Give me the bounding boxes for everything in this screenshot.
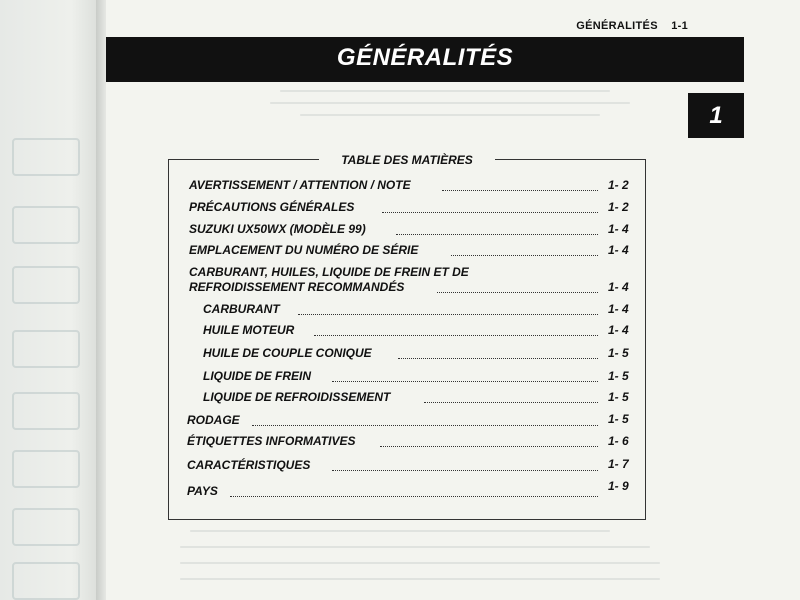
toc-leader bbox=[380, 446, 598, 447]
toc-leader bbox=[424, 402, 598, 403]
left-facing-page bbox=[0, 0, 102, 600]
running-header-section: GÉNÉRALITÉS bbox=[576, 20, 658, 32]
toc-leader bbox=[437, 292, 598, 293]
toc-entry-page[interactable]: 1- 5 bbox=[608, 390, 629, 404]
chapter-tab: 1 bbox=[688, 93, 744, 138]
toc-entry-page[interactable]: 1- 2 bbox=[608, 200, 629, 214]
bleed-through-line bbox=[300, 114, 600, 116]
title-band bbox=[106, 37, 744, 82]
bleed-through-line bbox=[280, 90, 610, 92]
ghost-vehicle-icon bbox=[12, 392, 80, 430]
toc-entry-page[interactable]: 1- 2 bbox=[608, 178, 629, 192]
ghost-badge-icon bbox=[12, 450, 80, 488]
toc-entry-page[interactable]: 1- 5 bbox=[608, 412, 629, 426]
toc-leader bbox=[332, 381, 598, 382]
toc-entry-page[interactable]: 1- 4 bbox=[608, 323, 629, 337]
toc-subentry-label[interactable]: HUILE DE COUPLE CONIQUE bbox=[203, 346, 372, 360]
toc-entry-label[interactable]: CARACTÉRISTIQUES bbox=[187, 458, 311, 472]
toc-entry-page[interactable]: 1- 5 bbox=[608, 346, 629, 360]
toc-heading bbox=[168, 151, 646, 169]
ghost-badge-icon bbox=[12, 508, 80, 546]
toc-leader bbox=[230, 496, 598, 497]
toc-entry-page[interactable]: 1- 7 bbox=[608, 457, 629, 471]
page-title: GÉNÉRALITÉS bbox=[336, 44, 514, 71]
toc-entry-page[interactable]: 1- 4 bbox=[608, 243, 629, 257]
toc-entry-label[interactable]: CARBURANT, HUILES, LIQUIDE DE FREIN ET DE bbox=[189, 265, 469, 279]
toc-entry-page[interactable]: 1- 9 bbox=[608, 479, 629, 493]
toc-leader bbox=[451, 255, 598, 256]
bleed-through-line bbox=[180, 562, 660, 564]
toc-subentry-label[interactable]: CARBURANT bbox=[203, 302, 280, 316]
toc-leader bbox=[332, 470, 598, 471]
toc-entry-label[interactable]: RODAGE bbox=[187, 413, 240, 427]
toc-leader bbox=[252, 425, 598, 426]
toc-entry-label[interactable]: PRÉCAUTIONS GÉNÉRALES bbox=[189, 200, 355, 214]
toc-leader bbox=[442, 190, 598, 191]
toc-heading-label: TABLE DES MATIÈRES bbox=[319, 153, 495, 167]
toc-leader bbox=[396, 234, 598, 235]
toc-leader bbox=[398, 358, 598, 359]
toc-leader bbox=[298, 314, 598, 315]
toc-entry-page[interactable]: 1- 5 bbox=[608, 369, 629, 383]
toc-entry-page[interactable]: 1- 4 bbox=[608, 280, 629, 294]
ghost-badge-icon bbox=[12, 562, 80, 600]
bleed-through-line bbox=[180, 578, 660, 580]
toc-subentry-label[interactable]: LIQUIDE DE FREIN bbox=[203, 369, 312, 383]
toc-leader bbox=[314, 335, 598, 336]
ghost-data-icon bbox=[12, 206, 80, 244]
toc-entry-label[interactable]: PAYS bbox=[187, 484, 218, 498]
bleed-through-line bbox=[180, 546, 650, 548]
toc-subentry-label[interactable]: LIQUIDE DE REFROIDISSEMENT bbox=[203, 390, 391, 404]
toc-entry-label-cont[interactable]: REFROIDISSEMENT RECOMMANDÉS bbox=[189, 280, 405, 294]
toc-entry-label[interactable]: ÉTIQUETTES INFORMATIVES bbox=[187, 434, 356, 448]
toc-leader bbox=[382, 212, 598, 213]
ghost-vehicle-icon bbox=[12, 330, 80, 368]
toc-entry-page[interactable]: 1- 6 bbox=[608, 434, 629, 448]
toc-entry-page[interactable]: 1- 4 bbox=[608, 302, 629, 316]
toc-entry-page[interactable]: 1- 4 bbox=[608, 222, 629, 236]
toc-entry-label[interactable]: AVERTISSEMENT / ATTENTION / NOTE bbox=[189, 178, 411, 192]
toc-entry-label[interactable]: SUZUKI UX50WX (MODÈLE 99) bbox=[189, 222, 366, 236]
toc-entry-label[interactable]: EMPLACEMENT DU NUMÉRO DE SÉRIE bbox=[189, 243, 419, 257]
toc-subentry-label[interactable]: HUILE MOTEUR bbox=[203, 323, 295, 337]
ghost-tool-icon bbox=[12, 266, 80, 304]
running-header bbox=[576, 20, 688, 32]
ghost-symbol-icon bbox=[12, 138, 80, 176]
bleed-through-line bbox=[270, 102, 630, 104]
bleed-through-line bbox=[190, 530, 610, 532]
running-header-page: 1-1 bbox=[671, 20, 688, 32]
